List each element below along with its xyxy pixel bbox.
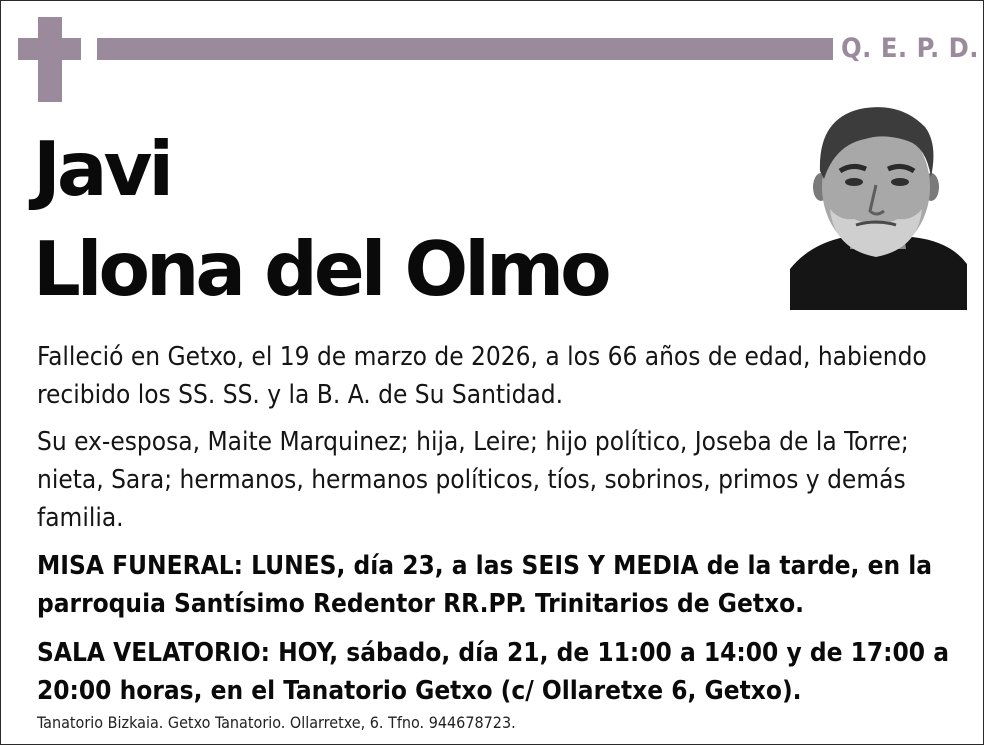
funeral-home-footer: Tanatorio Bizkaia. Getxo Tanatorio. Ollarretxe, 6. Tfno. 944678723.: [37, 713, 516, 732]
qepd-label: Q. E. P. D.: [841, 33, 980, 64]
family-paragraph: Su ex-esposa, Maite Marquinez; hija, Leire; hijo político, Joseba de la Torre; nieta, Sara; hermanos, hermanos políticos, tíos, sobrinos, primos y demás familia.: [37, 427, 909, 533]
wake-room-paragraph: SALA VELATORIO: HOY, sábado, día 21, de 11:00 a 14:00 y de 17:00 a 20:00 horas, en el Tanatorio Getxo (c/ Ollaretxe 6, Getxo).: [37, 638, 949, 706]
cross-icon-horizontal: [18, 38, 81, 60]
funeral-mass-paragraph: MISA FUNERAL: LUNES, día 23, a las SEIS Y MEDIA de la tarde, en la parroquia Santísimo Redentor RR.PP. Trinitarios de Getxo.: [37, 551, 933, 619]
deceased-first-name: Javi: [33, 125, 171, 213]
header-rule: [97, 38, 833, 60]
death-notice-paragraph: Falleció en Getxo, el 19 de marzo de 2026, a los 66 años de edad, habiendo recibido los SS. SS. y la B. A. de Su Santidad.: [37, 342, 927, 410]
deceased-surname: Llona del Olmo: [33, 225, 608, 313]
portrait-photo: [790, 99, 967, 310]
